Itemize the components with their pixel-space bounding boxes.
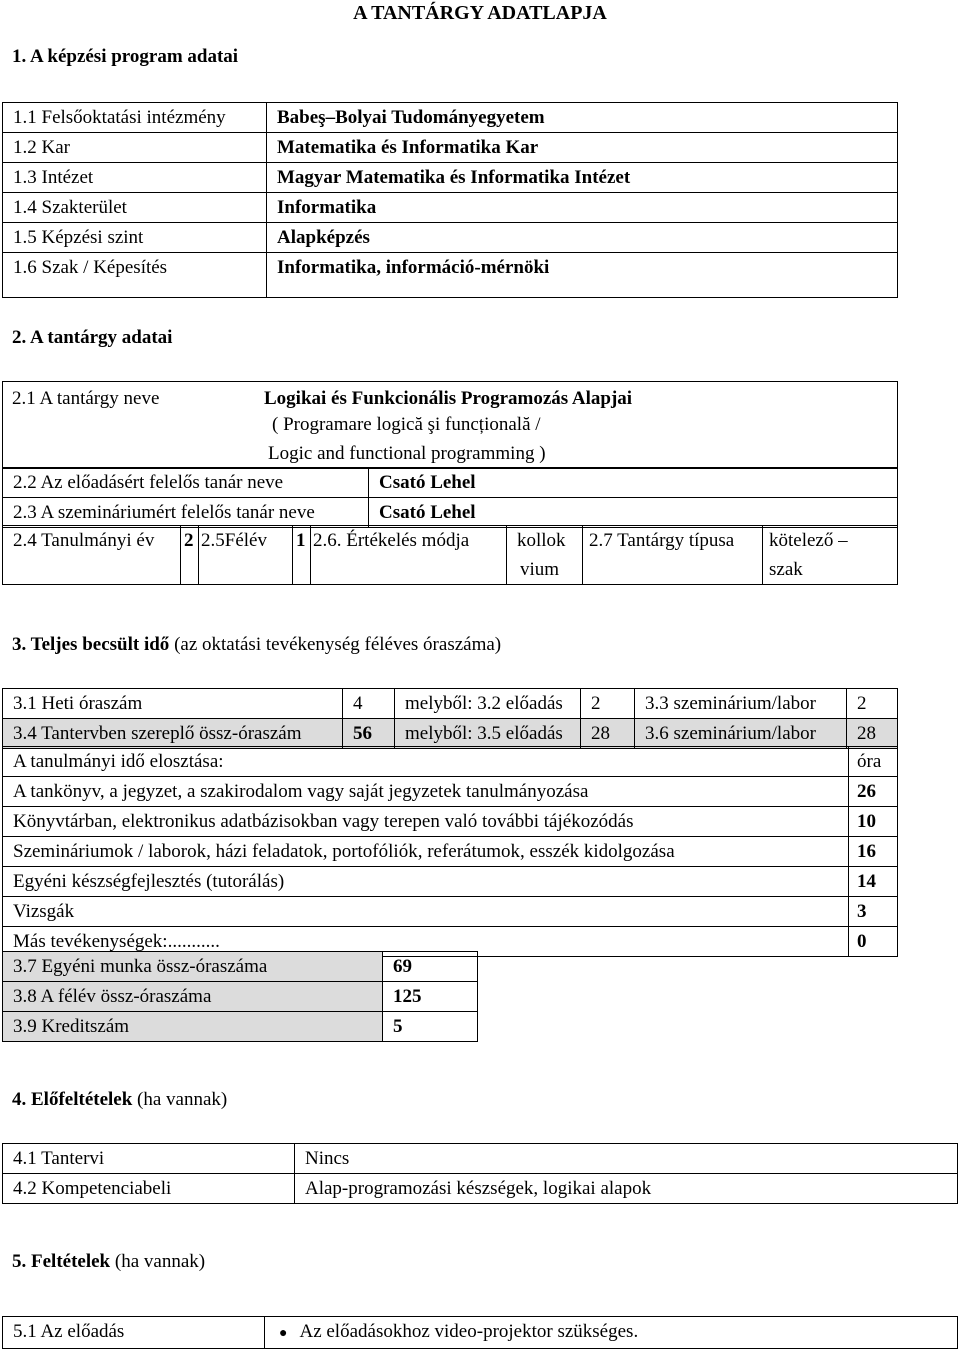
section2-heading: 2. A tantárgy adatai [12,327,173,348]
semester-total-value: 125 [383,982,478,1012]
table-row [3,133,898,163]
weekly-seminar-label: 3.3 szeminárium/labor [635,689,847,719]
table-row [3,1012,478,1042]
table-row [3,689,898,719]
evaluation-value-line2: vium [520,559,560,580]
type-value-line2: szak [769,559,803,580]
prereq-value: Nincs [295,1144,958,1174]
prereq-label: 4.1 Tantervi [3,1144,295,1174]
type-label: 2.7 Tantárgy típusa [583,526,763,585]
lecturer-label: 2.2 Az előadásért felelős tanár neve [3,468,369,498]
credits-label: 3.9 Kreditszám [3,1012,383,1042]
distribution-unit: óra [849,747,898,777]
table-row [3,223,898,253]
activity-hours: 14 [849,867,898,897]
table-row [3,807,898,837]
course-meta-table [2,525,898,585]
table-row [3,193,898,223]
condition-value: Az előadásokhoz video-projektor szükséges. [299,1321,639,1342]
total-hours-label: 3.4 Tantervben szereplő össz-óraszám [3,719,343,749]
activities-table [2,746,898,957]
activity-hours: 0 [849,927,898,957]
seminar-name: Csató Lehel [369,498,898,528]
table-row [3,526,898,585]
activity-label: Vizsgák [3,897,849,927]
evaluation-value [507,526,583,585]
course-name-label: 2.1 A tantárgy neve [12,388,160,409]
type-value [763,526,898,585]
row-value: Informatika, információ-mérnöki [267,253,898,298]
activity-hours: 3 [849,897,898,927]
row-value: Magyar Matematika és Informatika Intézet [267,163,898,193]
activity-label: Szemináriumok / laborok, házi feladatok, portofóliók, referátumok, esszék kidolgozása [3,837,849,867]
row-value: Babeş–Bolyai Tudományegyetem [267,103,898,133]
activity-label: Könyvtárban, elektronikus adatbázisokban vagy terepen való további tájékozódás [3,807,849,837]
bullet-icon: ● [279,1326,288,1341]
table-row [3,163,898,193]
page-title: A TANTÁRGY ADATLAPJA [353,2,607,24]
distribution-label: A tanulmányi idő elosztása: [3,747,849,777]
activity-label: Más tevékenységek:........... [3,927,849,957]
total-seminar-value: 28 [847,719,898,749]
row-label: 1.6 Szak / Képesítés [3,253,267,298]
row-label: 1.3 Intézet [3,163,267,193]
section1-heading: 1. A képzési program adatai [12,46,239,67]
weekly-hours-label: 3.1 Heti óraszám [3,689,343,719]
section3-heading [12,634,501,656]
section5-heading-bold: 5. Feltételek [12,1251,111,1272]
total-hours-value: 56 [343,719,395,749]
weekly-lecture-value: 2 [581,689,635,719]
activity-hours: 16 [849,837,898,867]
row-value: Alapképzés [267,223,898,253]
condition-value-cell [265,1317,958,1349]
seminar-label: 2.3 A szemináriumért felelős tanár neve [3,498,369,528]
row-label: 1.1 Felsőoktatási intézmény [3,103,267,133]
table-row [3,253,898,298]
course-name-en: Logic and functional programming ) [268,443,546,464]
activity-hours: 10 [849,807,898,837]
table-row [3,1144,958,1174]
activity-label: Egyéni készségfejlesztés (tutorálás) [3,867,849,897]
course-name-ro: ( Programare logică şi funcțională / [272,414,541,435]
prerequisites-table [2,1143,958,1204]
evaluation-value-line1: kollok [517,530,566,551]
prereq-value: Alap-programozási készségek, logikai alapok [295,1174,958,1204]
weekly-hours-value: 4 [343,689,395,719]
individual-work-value: 69 [383,952,478,982]
section5-heading [12,1251,205,1273]
lecturer-table [2,467,898,528]
condition-label: 5.1 Az előadás [3,1317,265,1349]
semester-value: 1 [293,526,311,585]
weekly-lecture-label: melyből: 3.2 előadás [395,689,581,719]
table-row [3,897,898,927]
institution-table [2,102,898,298]
section4-heading-note: (ha vannak) [132,1089,228,1110]
section5-heading-note: (ha vannak) [110,1251,206,1272]
totals-table [2,951,478,1042]
table-row [3,837,898,867]
total-seminar-label: 3.6 szeminárium/labor [635,719,847,749]
type-value-line1: kötelező – [769,530,848,551]
table-row [3,719,898,749]
table-row [3,103,898,133]
semester-total-label: 3.8 A félév össz-óraszáma [3,982,383,1012]
evaluation-label: 2.6. Értékelés módja [311,526,507,585]
weekly-seminar-value: 2 [847,689,898,719]
table-row [3,1174,958,1204]
table-row [3,498,898,528]
section4-heading [12,1089,227,1111]
prereq-label: 4.2 Kompetenciabeli [3,1174,295,1204]
section4-heading-bold: 4. Előfeltételek [12,1089,133,1110]
individual-work-label: 3.7 Egyéni munka össz-óraszáma [3,952,383,982]
lecturer-name: Csató Lehel [369,468,898,498]
table-row [3,1317,958,1349]
conditions-table [2,1316,958,1349]
total-lecture-value: 28 [581,719,635,749]
activity-label: A tankönyv, a jegyzet, a szakirodalom vagy saját jegyzetek tanulmányozása [3,777,849,807]
section3-heading-note: (az oktatási tevékenység féléves óraszáma) [169,634,502,655]
table-row [3,468,898,498]
course-name-hu: Logikai és Funkcionális Programozás Alapjai [264,388,633,409]
activity-hours: 26 [849,777,898,807]
row-label: 1.4 Szakterület [3,193,267,223]
year-value: 2 [181,526,199,585]
table-row [3,952,478,982]
total-lecture-label: melyből: 3.5 előadás [395,719,581,749]
semester-label: 2.5Félév [199,526,293,585]
row-label: 1.2 Kar [3,133,267,163]
table-row [3,867,898,897]
credits-value: 5 [383,1012,478,1042]
table-row [3,777,898,807]
table-row [3,747,898,777]
row-value: Informatika [267,193,898,223]
table-row [3,982,478,1012]
hours-table [2,688,898,749]
section3-heading-bold: 3. Teljes becsült idő [12,634,170,655]
year-label: 2.4 Tanulmányi év [3,526,181,585]
row-value: Matematika és Informatika Kar [267,133,898,163]
row-label: 1.5 Képzési szint [3,223,267,253]
